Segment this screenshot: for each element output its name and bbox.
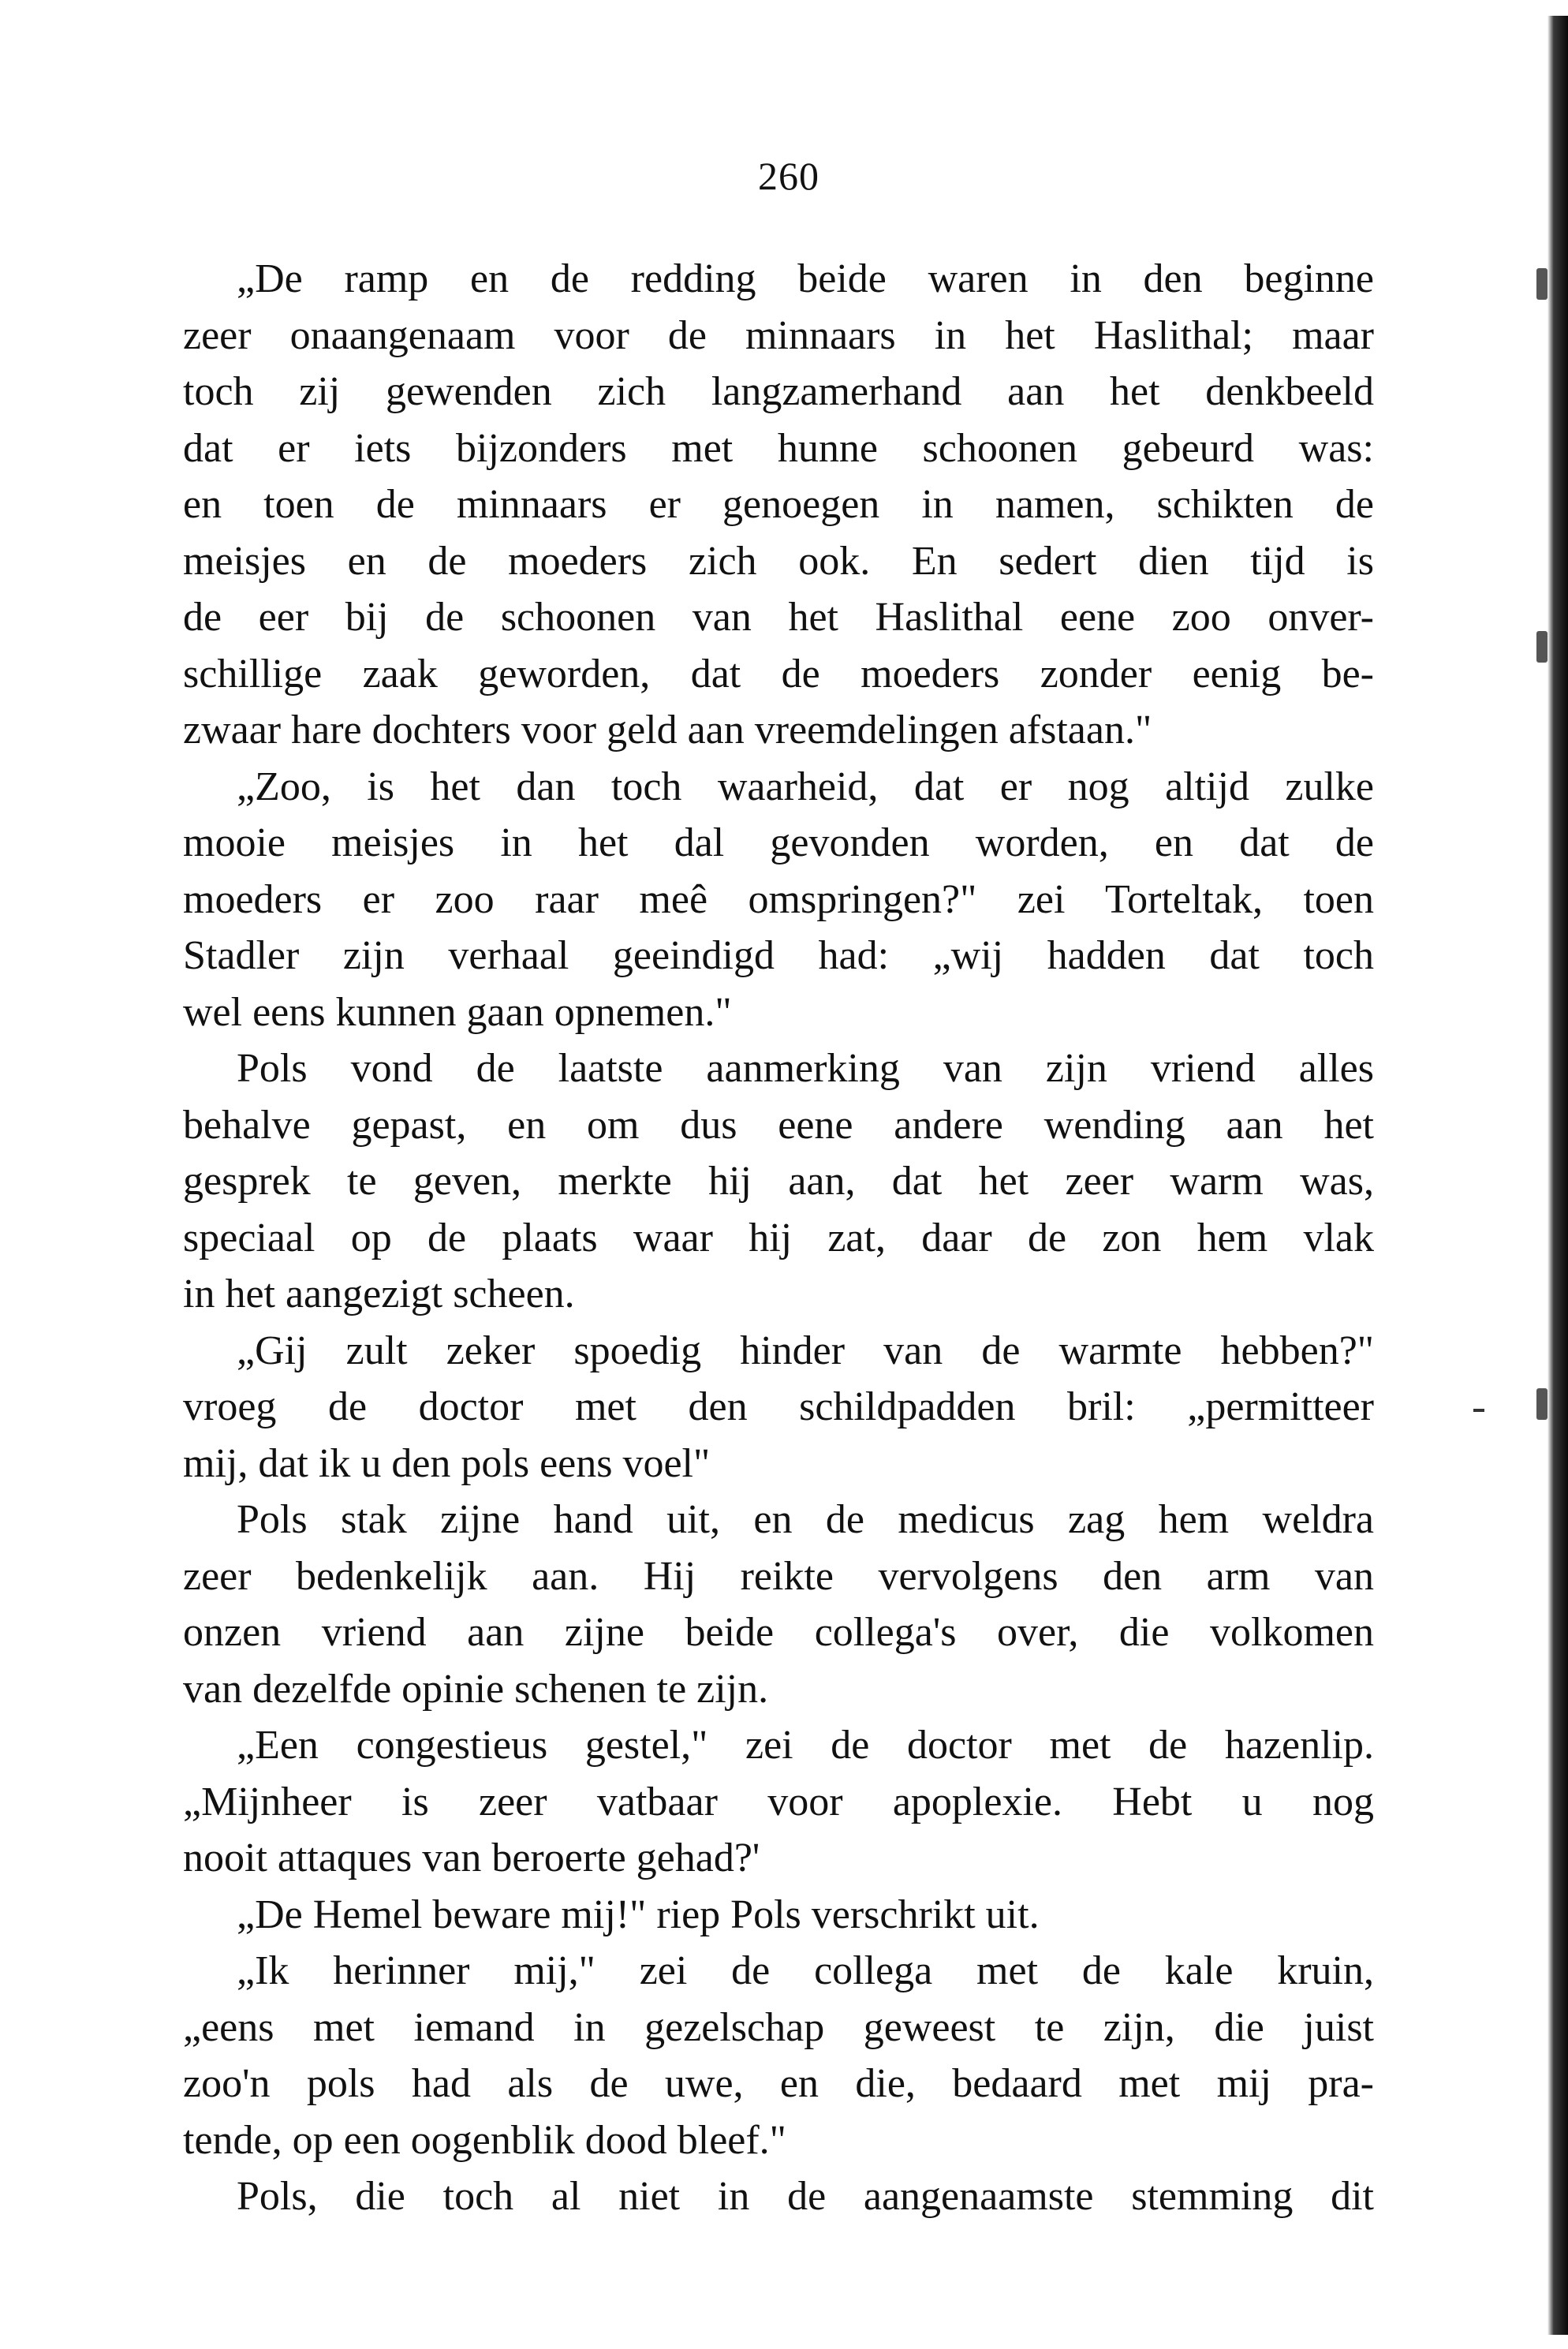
text-line: Stadler zijn verhaal geeindigd had: „wij hadden dat toch: [183, 933, 1374, 978]
text-line: zeer bedenkelijk aan. Hij reikte vervolgens den arm van: [183, 1553, 1374, 1599]
text-line: en toen de minnaars er genoegen in namen, schikten de: [183, 482, 1374, 527]
text-line: zeer onaangenaam voor de minnaars in het Haslithal; maar: [183, 312, 1374, 358]
text-line: meisjes en de moeders zich ook. En sedert dien tijd is: [183, 538, 1374, 584]
binding-mark: [1536, 1388, 1547, 1420]
text-line: behalve gepast, en om dus eene andere wending aan het: [183, 1102, 1374, 1148]
page-binding-edge: [1547, 16, 1568, 2335]
text-line: „Mijnheer is zeer vatbaar voor apoplexie. Hebt u nog: [183, 1779, 1374, 1824]
text-line: zwaar hare dochters voor geld aan vreemdelingen afstaan.": [183, 708, 1152, 753]
text-line: Pols, die toch al niet in de aangenaamste stemming dit: [237, 2174, 1374, 2219]
text-line: Pols stak zijne hand uit, en de medicus zag hem weldra: [237, 1497, 1374, 1542]
body-text: [183, 251, 1374, 2225]
text-line: mooie meisjes in het dal gevonden worden, en dat de: [183, 820, 1374, 865]
text-line: „Ik herinner mij," zei de collega met de kale kruin,: [237, 1948, 1374, 1993]
text-line: „eens met iemand in gezelschap geweest te zijn, die juist: [183, 2004, 1374, 2050]
text-line: „Gij zult zeker spoedig hinder van de warmte hebben?": [237, 1328, 1374, 1373]
text-line: „Zoo, is het dan toch waarheid, dat er nog altijd zulke: [237, 764, 1374, 809]
text-line: Pols vond de laatste aanmerking van zijn vriend alles: [237, 1046, 1374, 1091]
text-line: „Een congestieus gestel," zei de doctor met de hazenlip.: [237, 1723, 1374, 1768]
text-line: wel eens kunnen gaan opnemen.": [183, 989, 732, 1035]
margin-dash: [1473, 1409, 1484, 1412]
text-line: schillige zaak geworden, dat de moeders zonder eenig be-: [183, 651, 1374, 696]
text-line: moeders er zoo raar meê omspringen?" zei Torteltak, toen: [183, 876, 1374, 922]
text-line: toch zij gewenden zich langzamerhand aan het denkbeeld: [183, 369, 1374, 414]
text-line: in het aangezigt scheen.: [183, 1272, 575, 1316]
text-line: de eer bij de schoonen van het Haslithal eene zoo onver-: [183, 595, 1374, 640]
text-line: van dezelfde opinie schenen te zijn.: [183, 1666, 769, 1712]
text-line: „De ramp en de redding beide waren in den beginne: [237, 256, 1374, 301]
text-line: vroeg de doctor met den schildpadden bril: „permitteer: [183, 1384, 1374, 1429]
text-line: mij, dat ik u den pols eens voel": [183, 1440, 711, 1486]
text-line: zoo'n pols had als de uwe, en die, bedaard met mij pra-: [183, 2061, 1374, 2106]
text-line: nooit attaques van beroerte gehad?': [183, 1836, 760, 1880]
text-line: tende, op een oogenblik dood bleef.": [183, 2117, 786, 2163]
binding-mark: [1536, 631, 1547, 663]
binding-mark: [1536, 268, 1547, 300]
text-line: gesprek te geven, merkte hij aan, dat het zeer warm was,: [183, 1159, 1374, 1204]
text-line: dat er iets bijzonders met hunne schoonen gebeurd was:: [183, 425, 1374, 471]
text-line: onzen vriend aan zijne beide collega's over, die volkomen: [183, 1610, 1374, 1655]
text-line: „De Hemel beware mij!" riep Pols verschrikt uit.: [237, 1892, 1040, 1937]
page-number: 260: [758, 154, 819, 198]
text-line: speciaal op de plaats waar hij zat, daar de zon hem vlak: [183, 1215, 1374, 1260]
